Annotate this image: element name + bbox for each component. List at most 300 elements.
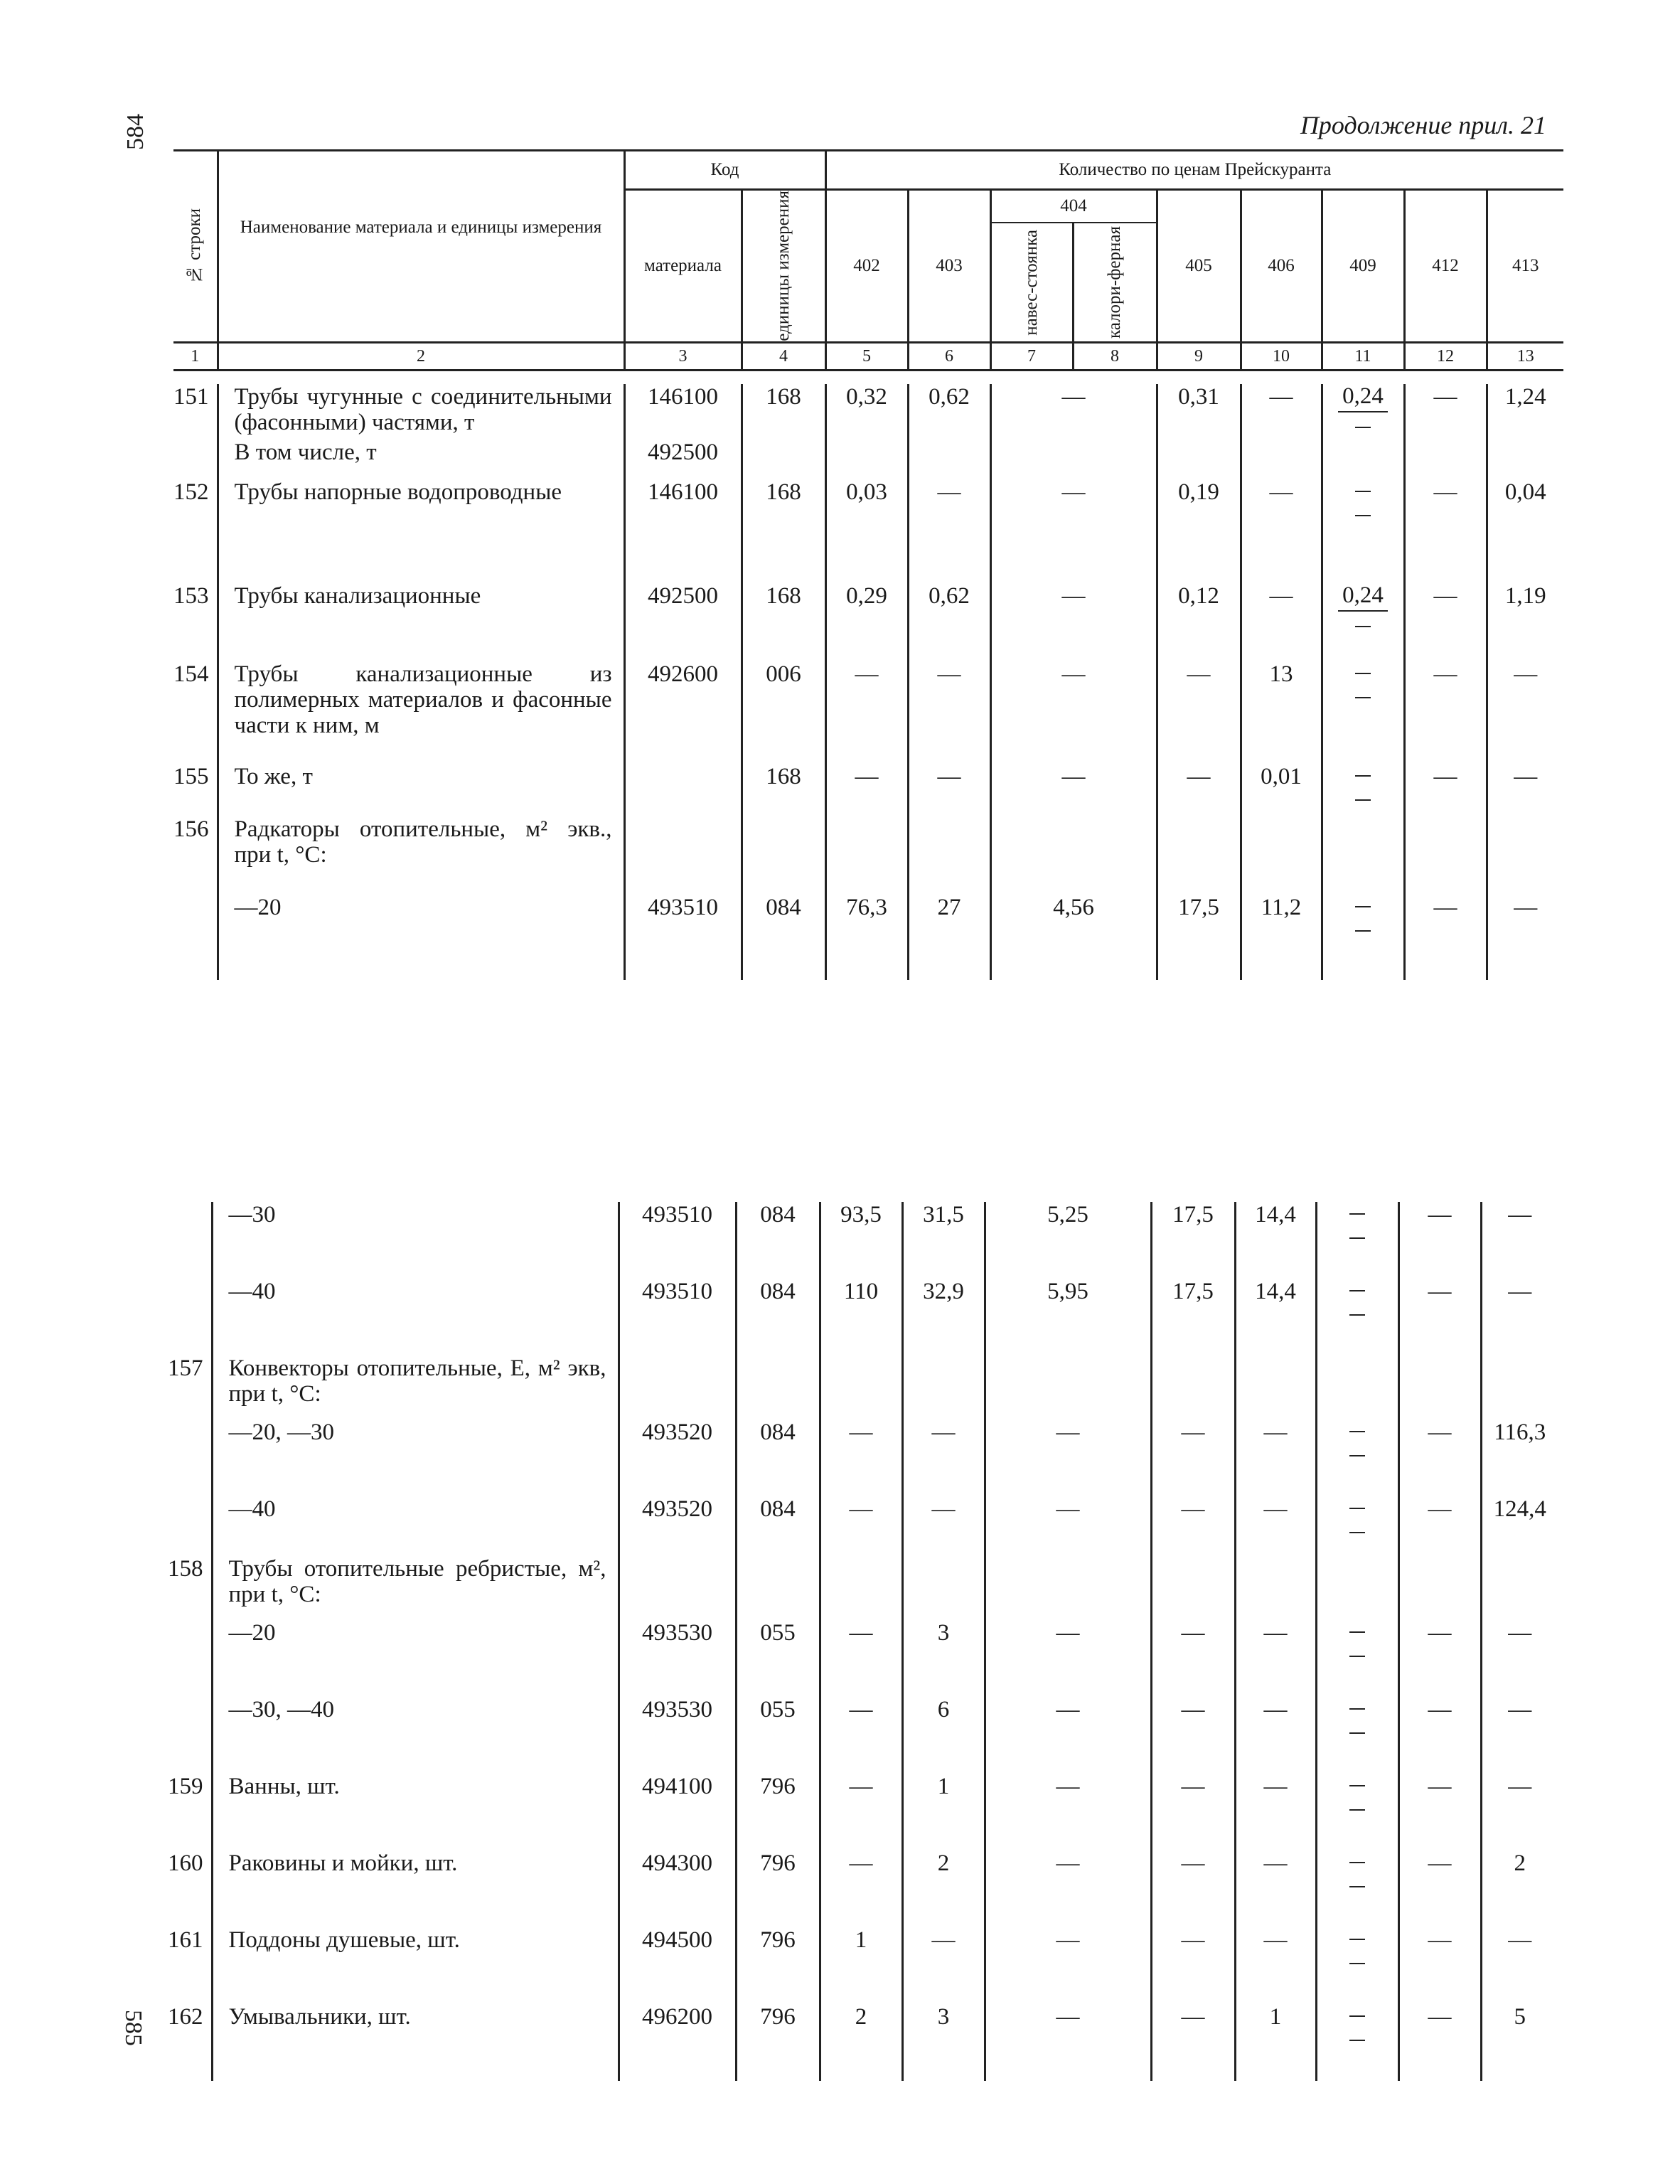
code-unit: 796: [736, 2004, 820, 2081]
code-unit: 168: [742, 764, 825, 816]
fraction-dash: [1349, 1886, 1365, 1887]
price-413: —: [1487, 764, 1563, 816]
price-403: —: [902, 1496, 985, 1556]
price-409: [1322, 661, 1404, 764]
price-402: —: [820, 1850, 902, 1927]
price-413: 2: [1481, 1850, 1558, 1927]
price-413: —: [1481, 1279, 1558, 1355]
fraction-bar: [1349, 1785, 1365, 1786]
col-number-9: 9: [1157, 343, 1241, 371]
code-material: 493520: [619, 1496, 736, 1556]
fraction-dash: [1349, 1455, 1365, 1456]
header-404: 404: [990, 190, 1157, 223]
price-413: —: [1481, 1927, 1558, 2004]
price-413: 0,04: [1487, 479, 1563, 583]
price-413: [1481, 1355, 1558, 1419]
row-number: [173, 895, 218, 980]
price-406: —: [1235, 1620, 1316, 1697]
price-403: 1: [902, 1774, 985, 1850]
price-405: —: [1157, 764, 1241, 816]
table-row: [168, 2004, 1558, 2081]
price-404: —: [985, 1697, 1151, 1774]
price-412: [1398, 1355, 1481, 1419]
col-number-7: 7: [990, 343, 1073, 371]
price-405: 17,5: [1151, 1202, 1235, 1279]
col-number-13: 13: [1487, 343, 1563, 371]
price-405: —: [1151, 1927, 1235, 2004]
code-unit: 055: [736, 1620, 820, 1697]
price-404: —: [985, 1620, 1151, 1697]
table-row: [168, 1556, 1558, 1620]
page-number-top: 584: [122, 114, 149, 150]
price-406: —: [1235, 1419, 1316, 1496]
table-row: [168, 1697, 1558, 1774]
price-403: [902, 1355, 985, 1419]
price-405: —: [1151, 1774, 1235, 1850]
price-404: —: [990, 384, 1157, 440]
price-404: —: [985, 2004, 1151, 2081]
price-403: 2: [902, 1850, 985, 1927]
code-unit: 168: [742, 479, 825, 583]
price-404: —: [985, 1850, 1151, 1927]
price-406: —: [1235, 1927, 1316, 2004]
row-number: 153: [173, 583, 209, 609]
row-number: 162: [168, 2004, 203, 2030]
code-material: [624, 764, 742, 816]
row-number: [168, 1419, 212, 1496]
table-row: [173, 440, 1563, 479]
price-412: [1404, 440, 1487, 479]
fraction-dash: [1355, 697, 1371, 698]
header-406: 406: [1241, 190, 1322, 343]
code-material: 493530: [619, 1620, 736, 1697]
price-413: 116,3: [1481, 1419, 1558, 1496]
price-406: 1: [1235, 2004, 1316, 2081]
table-header: [173, 149, 1563, 371]
price-409: [1316, 1496, 1398, 1556]
price-403: 0,62: [908, 384, 990, 440]
price-404: 5,25: [985, 1202, 1151, 1279]
table-row: [168, 1355, 1558, 1419]
code-material: 496200: [619, 2004, 736, 2081]
price-402: 0,29: [825, 583, 908, 661]
price-404: —: [990, 661, 1157, 764]
price-404: —: [985, 1774, 1151, 1850]
table-row: [173, 661, 1563, 764]
fraction-dash: [1349, 1532, 1365, 1533]
code-material: 494100: [619, 1774, 736, 1850]
code-unit: [742, 816, 825, 895]
price-402: [825, 440, 908, 479]
code-unit: 796: [736, 1774, 820, 1850]
code-material: 493510: [619, 1202, 736, 1279]
price-404: [990, 816, 1157, 895]
col-number-4: 4: [742, 343, 825, 371]
price-404: —: [990, 764, 1157, 816]
price-404: [985, 1355, 1151, 1419]
price-409: [1322, 440, 1404, 479]
table-row: [168, 1419, 1558, 1496]
row-name: —30, —40: [212, 1697, 619, 1774]
price-409: [1316, 1279, 1398, 1355]
fraction-dash: [1355, 626, 1371, 627]
price-409: [1322, 895, 1404, 980]
code-material: 493510: [619, 1279, 736, 1355]
code-unit: 084: [742, 895, 825, 980]
price-409: [1316, 1850, 1398, 1927]
fraction-mark: [1349, 2004, 1365, 2052]
price-406: —: [1235, 1496, 1316, 1556]
fraction-dash: [1349, 1809, 1365, 1811]
fraction-mark: [1349, 1697, 1365, 1745]
price-409: [1316, 1620, 1398, 1697]
row-number: [173, 440, 218, 479]
price-402: —: [825, 661, 908, 764]
price-402: —: [820, 1620, 902, 1697]
price-405: [1151, 1355, 1235, 1419]
price-405: —: [1151, 1620, 1235, 1697]
fraction-mark: [1349, 1774, 1365, 1822]
fraction-bar: [1349, 1631, 1365, 1633]
col-number-12: 12: [1404, 343, 1487, 371]
fraction-mark: [1355, 661, 1371, 710]
table-row: [168, 1774, 1558, 1850]
fraction-dash: [1355, 515, 1371, 516]
price-413: —: [1481, 1697, 1558, 1774]
code-unit: 006: [742, 661, 825, 764]
price-409: [1316, 1927, 1398, 2004]
price-412: —: [1398, 1697, 1481, 1774]
code-unit: 084: [736, 1279, 820, 1355]
code-material: 494500: [619, 1927, 736, 2004]
price-406: —: [1241, 479, 1322, 583]
fraction-mark: [1349, 1850, 1365, 1899]
price-403: —: [908, 661, 990, 764]
price-406: —: [1241, 384, 1322, 440]
price-403: —: [908, 479, 990, 583]
price-403: 0,62: [908, 583, 990, 661]
row-name: Трубы канализационные из полимерных материалов и фасонные части к ним, м: [218, 661, 624, 764]
row-number: 155: [173, 764, 209, 789]
price-402: —: [825, 764, 908, 816]
fraction-mark: [1338, 583, 1388, 639]
price-402: —: [820, 1419, 902, 1496]
price-405: 0,19: [1157, 479, 1241, 583]
continuation-title: Продолжение прил. 21: [1300, 111, 1546, 139]
price-406: 14,4: [1235, 1279, 1316, 1355]
row-number: 157: [168, 1355, 203, 1381]
price-402: 0,32: [825, 384, 908, 440]
price-404: —: [985, 1419, 1151, 1496]
header-402: 402: [825, 190, 908, 343]
price-412: —: [1404, 479, 1487, 583]
row-name: Умывальники, шт.: [212, 2004, 619, 2081]
fraction-mark: [1355, 895, 1371, 943]
price-412: —: [1398, 1419, 1481, 1496]
price-412: —: [1404, 895, 1487, 980]
price-402: —: [820, 1496, 902, 1556]
price-412: —: [1404, 583, 1487, 661]
code-material: 492600: [624, 661, 742, 764]
row-number: 159: [168, 1774, 203, 1799]
price-413: —: [1487, 661, 1563, 764]
fraction-bar: [1355, 906, 1371, 907]
table-row: [168, 1202, 1558, 1279]
fraction-mark: [1338, 384, 1388, 440]
price-406: —: [1235, 1850, 1316, 1927]
code-material: 492500: [624, 440, 742, 479]
price-405: —: [1151, 1697, 1235, 1774]
code-unit: 084: [736, 1202, 820, 1279]
col-number-5: 5: [825, 343, 908, 371]
code-unit: 796: [736, 1927, 820, 2004]
code-material: [624, 816, 742, 895]
price-404: —: [990, 479, 1157, 583]
table-row: [173, 895, 1563, 980]
code-material: 493530: [619, 1697, 736, 1774]
fraction-bar: [1349, 1508, 1365, 1509]
table-row: [173, 583, 1563, 661]
page-number-bottom: 585: [120, 2010, 146, 2046]
fraction-dash: [1355, 427, 1371, 428]
header-code-material: материала: [624, 190, 742, 343]
price-406: —: [1235, 1697, 1316, 1774]
price-406: [1235, 1556, 1316, 1620]
col-number-3: 3: [624, 343, 742, 371]
price-412: —: [1398, 1202, 1481, 1279]
fraction-bar: [1349, 1431, 1365, 1432]
fraction-mark: [1349, 1927, 1365, 1976]
row-name: —40: [212, 1496, 619, 1556]
header-code-unit: единицы измерения: [742, 190, 825, 343]
fraction-mark: [1349, 1279, 1365, 1327]
price-404: —: [990, 583, 1157, 661]
col-number-6: 6: [908, 343, 990, 371]
code-unit: 055: [736, 1697, 820, 1774]
price-412: [1404, 816, 1487, 895]
fraction-dash: [1349, 1732, 1365, 1734]
header-405: 405: [1157, 190, 1241, 343]
col-number-11: 11: [1322, 343, 1404, 371]
price-413: [1481, 1556, 1558, 1620]
price-404: [990, 440, 1157, 479]
fraction-mark: [1349, 1496, 1365, 1545]
header-412: 412: [1404, 190, 1487, 343]
table-body-bottom: [168, 1202, 1558, 2081]
row-name: Радкаторы отопительные, м² экв., при t, °С:: [218, 816, 624, 895]
price-403: 3: [902, 2004, 985, 2081]
row-number: 160: [168, 1850, 203, 1876]
row-name: В том числе, т: [218, 440, 624, 479]
price-402: 93,5: [820, 1202, 902, 1279]
price-403: —: [908, 764, 990, 816]
price-409: [1316, 2004, 1398, 2081]
col-number-8: 8: [1073, 343, 1157, 371]
table-row: [168, 1279, 1558, 1355]
price-409: [1316, 1774, 1398, 1850]
price-403: —: [902, 1927, 985, 2004]
price-402: 110: [820, 1279, 902, 1355]
code-material: 492500: [624, 583, 742, 661]
price-409: [1322, 583, 1404, 661]
code-material: 493520: [619, 1419, 736, 1496]
price-402: —: [820, 1697, 902, 1774]
header-quantity: Количество по ценам Прейскуранта: [825, 151, 1563, 190]
price-413: —: [1481, 1620, 1558, 1697]
row-name: Трубы напорные водопроводные: [218, 479, 624, 583]
fraction-top: 0,24: [1342, 582, 1384, 608]
price-406: 11,2: [1241, 895, 1322, 980]
fraction-dash: [1349, 1656, 1365, 1657]
price-409: [1316, 1355, 1398, 1419]
price-413: [1487, 440, 1563, 479]
price-404: 5,95: [985, 1279, 1151, 1355]
price-402: —: [820, 1774, 902, 1850]
row-number: 158: [168, 1556, 203, 1582]
row-name: —20, —30: [212, 1419, 619, 1496]
col-number-1: 1: [173, 343, 218, 371]
fraction-mark: [1355, 479, 1371, 528]
code-material: [619, 1355, 736, 1419]
row-name: То же, т: [218, 764, 624, 816]
fraction-bar: [1349, 1708, 1365, 1710]
code-unit: [736, 1355, 820, 1419]
price-413: —: [1481, 1202, 1558, 1279]
price-413: 5: [1481, 2004, 1558, 2081]
header-404-canopy: навес-стоянка: [990, 223, 1073, 343]
price-403: 32,9: [902, 1279, 985, 1355]
price-403: [908, 440, 990, 479]
table-row: [173, 764, 1563, 816]
price-412: —: [1398, 1850, 1481, 1927]
row-name: Поддоны душевые, шт.: [212, 1927, 619, 2004]
fraction-bar: [1349, 1939, 1365, 1940]
fraction-mark: [1349, 1202, 1365, 1250]
price-402: 0,03: [825, 479, 908, 583]
price-405: [1157, 440, 1241, 479]
price-404: —: [985, 1927, 1151, 2004]
header-413: 413: [1512, 256, 1539, 275]
col-number-10: 10: [1241, 343, 1322, 371]
price-403: 3: [902, 1620, 985, 1697]
row-name: Конвекторы отопительные, Е, м² экв, при t, °С:: [212, 1355, 619, 1419]
price-403: 31,5: [902, 1202, 985, 1279]
price-409: [1316, 1202, 1398, 1279]
price-405: 17,5: [1157, 895, 1241, 980]
row-name: Трубы отопительные ребристые, м², при t, °С:: [212, 1556, 619, 1620]
price-405: 0,12: [1157, 583, 1241, 661]
price-402: 2: [820, 2004, 902, 2081]
fraction-bar: [1349, 1290, 1365, 1291]
code-material: 146100: [624, 384, 742, 440]
header-name: Наименование материала и единицы измерения: [218, 151, 624, 343]
price-412: —: [1404, 661, 1487, 764]
price-406: [1241, 816, 1322, 895]
code-material: 146100: [624, 479, 742, 583]
fraction-mark: [1355, 764, 1371, 812]
price-412: —: [1398, 1774, 1481, 1850]
row-number: 154: [173, 661, 209, 687]
row-name: Раковины и мойки, шт.: [212, 1850, 619, 1927]
row-number: [168, 1496, 212, 1556]
row-name: —30: [212, 1202, 619, 1279]
code-material: [619, 1556, 736, 1620]
header-409: 409: [1322, 190, 1404, 343]
row-number: 151: [173, 384, 209, 410]
fraction-bar: [1349, 1862, 1365, 1863]
fraction-top: 0,24: [1342, 383, 1384, 409]
price-404: [985, 1556, 1151, 1620]
table-body-top: [173, 384, 1563, 980]
price-412: [1398, 1556, 1481, 1620]
fraction-bar: [1338, 610, 1388, 612]
fraction-bar: [1349, 2015, 1365, 2017]
table-row: [168, 1620, 1558, 1697]
price-404: —: [985, 1496, 1151, 1556]
price-412: —: [1398, 1927, 1481, 2004]
price-402: [820, 1355, 902, 1419]
table-row: [173, 479, 1563, 583]
fraction-dash: [1349, 1314, 1365, 1316]
row-name: Ванны, шт.: [212, 1774, 619, 1850]
table-row: [168, 1496, 1558, 1556]
price-413: —: [1487, 895, 1563, 980]
row-number: 152: [173, 479, 209, 505]
code-unit: 168: [742, 384, 825, 440]
fraction-bar: [1355, 673, 1371, 674]
row-name: Трубы канализационные: [218, 583, 624, 661]
table-row: [173, 384, 1563, 440]
price-409: [1316, 1556, 1398, 1620]
price-406: —: [1235, 1774, 1316, 1850]
fraction-mark: [1349, 1620, 1365, 1668]
price-405: —: [1151, 2004, 1235, 2081]
price-413: 1,24: [1487, 384, 1563, 440]
code-unit: 796: [736, 1850, 820, 1927]
row-number: [168, 1620, 212, 1697]
fraction-dash: [1349, 1963, 1365, 1964]
code-unit: 084: [736, 1419, 820, 1496]
code-unit: [736, 1556, 820, 1620]
price-409: [1322, 764, 1404, 816]
code-unit: [742, 440, 825, 479]
code-unit: 084: [736, 1496, 820, 1556]
row-number: [168, 1697, 212, 1774]
price-412: —: [1404, 764, 1487, 816]
header-row-no: № строки: [173, 151, 218, 343]
price-409: [1322, 479, 1404, 583]
price-405: 17,5: [1151, 1279, 1235, 1355]
table-row: [168, 1927, 1558, 2004]
row-number: 156: [173, 816, 209, 842]
price-402: [820, 1556, 902, 1620]
price-405: [1151, 1556, 1235, 1620]
table-row: [173, 816, 1563, 895]
price-412: —: [1398, 1620, 1481, 1697]
price-406: 13: [1241, 661, 1322, 764]
fraction-dash: [1355, 799, 1371, 801]
row-name: —20: [218, 895, 624, 980]
price-405: —: [1157, 661, 1241, 764]
price-406: [1241, 440, 1322, 479]
price-403: —: [902, 1419, 985, 1496]
price-403: [902, 1556, 985, 1620]
code-unit: 168: [742, 583, 825, 661]
fraction-bar: [1355, 775, 1371, 777]
code-material: 493510: [624, 895, 742, 980]
price-409: [1322, 384, 1404, 440]
price-404: 4,56: [990, 895, 1157, 980]
